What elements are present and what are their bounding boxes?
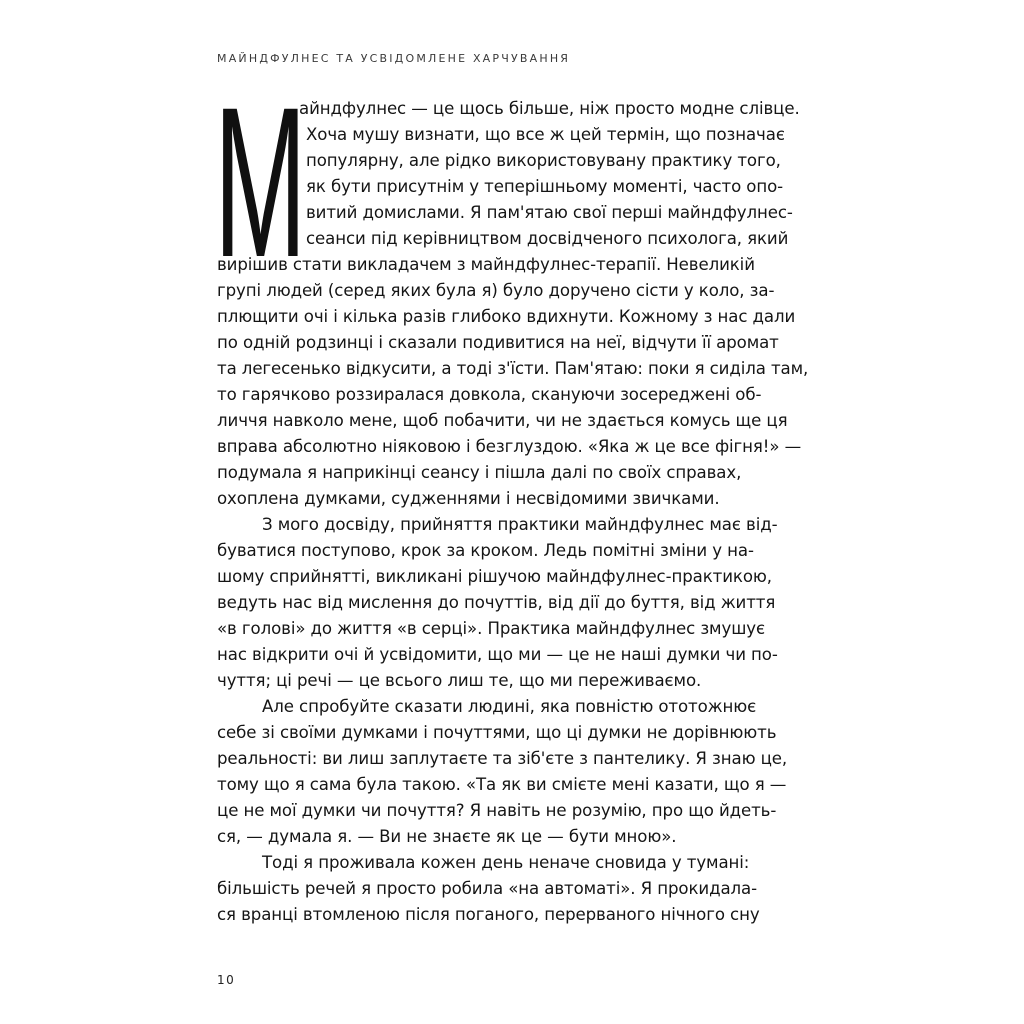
text-line: більшість речей я просто робила «на автоматі». Я прокидала- [217,879,757,898]
text-line: личчя навколо мене, щоб побачити, чи не здається комусь ще ця [217,411,788,430]
text-line: вирішив стати викладачем з майндфулнес-терапії. Невеликій [217,255,755,274]
text-line: по одній родзинці і сказали подивитися на неї, відчути її аромат [217,333,779,352]
text-line: шому сприйнятті, викликані рішучою майндфулнес-практикою, [217,567,772,586]
drop-cap-letter: М [214,63,307,302]
text-line: чуття; ці речі — це всього лиш те, що ми переживаємо. [217,671,702,690]
text-line: ведуть нас від мислення до почуттів, від дії до буття, від життя [217,593,776,612]
text-line: айндфулнес — це щось більше, ніж просто модне слівце. [299,99,800,118]
text-line: себе зі своїми думками і почуттями, що ці думки не дорівнюють [217,723,777,742]
text-line: ся, — думала я. — Ви не знаєте як це — бути мною». [217,827,677,846]
running-head: МАЙНДФУЛНЕС ТА УСВІДОМЛЕНЕ ХАРЧУВАННЯ [217,52,571,65]
text-line: подумала я наприкінці сеансу і пішла далі по своїх справах, [217,463,742,482]
text-line: тому що я сама була такою. «Та як ви смієте мені казати, що я — [217,775,787,794]
text-line: Тоді я проживала кожен день неначе сновида у тумані: [262,853,750,872]
text-line: З мого досвіду, прийняття практики майндфулнес має від- [262,515,778,534]
text-line: та легесенько відкусити, а тоді з'їсти. Пам'ятаю: поки я сиділа там, [217,359,809,378]
text-line: нас відкрити очі й усвідомити, що ми — це не наші думки чи по- [217,645,778,664]
text-line: «в голові» до життя «в серці». Практика майндфулнес змушує [217,619,766,638]
text-line: Але спробуйте сказати людині, яка повністю ототожнює [262,697,757,716]
text-line: буватися поступово, крок за кроком. Ледь помітні зміни у на- [217,541,754,560]
text-line: то гарячково роззиралася довкола, скануючи зосереджені об- [217,385,762,404]
text-line: охоплена думками, судженнями і несвідомими звичками. [217,489,720,508]
text-line: реальності: ви лиш заплутаєте та зіб'єте з пантелику. Я знаю це, [217,749,788,768]
text-line: витий домислами. Я пам'ятаю свої перші майндфулнес- [306,203,793,222]
text-line: сеанси під керівництвом досвідченого психолога, який [306,229,789,248]
text-line: як бути присутнім у теперішньому моменті, часто опо- [306,177,784,196]
text-line: ся вранці втомленою після поганого, перерваного нічного сну [217,905,760,924]
text-line: вправа абсолютно ніяковою і безглуздою. «Яка ж це все фігня!» — [217,437,802,456]
text-line: плющити очі і кілька разів глибоко вдихнути. Кожному з нас дали [217,307,796,326]
text-line: це не мої думки чи почуття? Я навіть не розумію, про що йдеть- [217,801,777,820]
text-line: групі людей (серед яких була я) було доручено сісти у коло, за- [217,281,775,300]
text-line: популярну, але рідко використовувану практику того, [306,151,781,170]
text-line: Хоча мушу визнати, що все ж цей термін, що позначає [306,125,785,144]
page-number: 10 [217,973,236,987]
